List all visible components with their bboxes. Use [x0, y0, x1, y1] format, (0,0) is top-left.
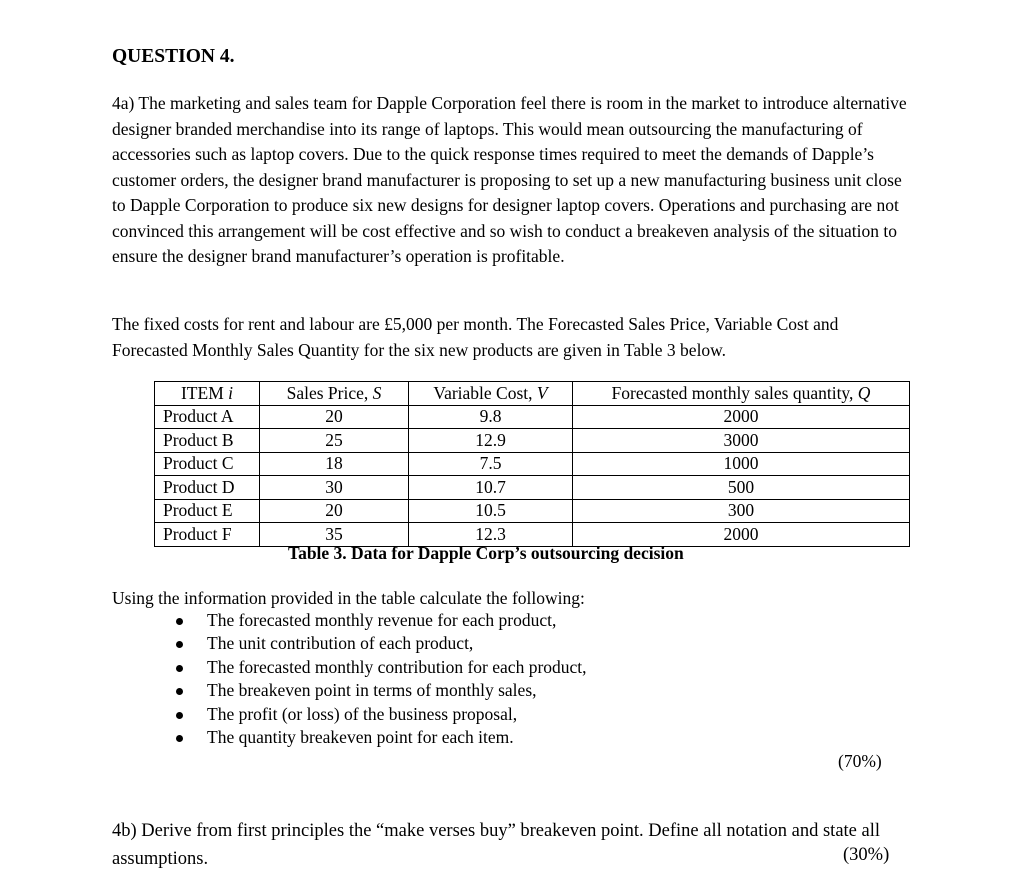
- list-item: The forecasted monthly contribution for each product,: [170, 656, 587, 679]
- part-a-costs: The fixed costs for rent and labour are £5,000 per month. The Forecasted Sales Price, Variable Cost and Forecasted Monthly Sales Quantity for the six new products are given in Table 3 below.: [112, 314, 839, 360]
- cell-item: Product C: [155, 452, 260, 476]
- cell-qty: 500: [573, 476, 910, 500]
- table-row: [155, 429, 910, 453]
- cell-cost: 10.5: [409, 499, 573, 523]
- task-list: [170, 609, 587, 749]
- cell-cost: 7.5: [409, 452, 573, 476]
- cell-cost: 9.8: [409, 405, 573, 429]
- cell-qty: 3000: [573, 429, 910, 453]
- cell-price: 25: [260, 429, 409, 453]
- table-caption: Table 3. Data for Dapple Corp’s outsourcing decision: [288, 543, 684, 563]
- list-item: The profit (or loss) of the business proposal,: [170, 703, 587, 726]
- cell-qty: 300: [573, 499, 910, 523]
- header-item: ITEM i: [155, 382, 260, 406]
- cell-item: Product E: [155, 499, 260, 523]
- cell-cost: 12.3: [409, 523, 573, 547]
- part-b-weight: (30%): [843, 845, 890, 865]
- cell-qty: 2000: [573, 405, 910, 429]
- table-header-row: [155, 382, 910, 406]
- cell-price: 30: [260, 476, 409, 500]
- part-b: 4b) Derive from first principles the “make verses buy” breakeven point. Define all notation and state all assumptions.: [112, 821, 880, 869]
- cell-price: 35: [260, 523, 409, 547]
- table-row: [155, 405, 910, 429]
- list-item: The quantity breakeven point for each item.: [170, 726, 587, 749]
- cell-item: Product B: [155, 429, 260, 453]
- cell-item: Product A: [155, 405, 260, 429]
- cell-item: Product D: [155, 476, 260, 500]
- part-a-intro: 4a) The marketing and sales team for Dapple Corporation feel there is room in the market to introduce alternative designer branded merchandise into its range of laptops. This would mean outsourcing the manufacturing of accessories such as laptop covers. Due to the quick response times required to meet the demands of Dapple’s customer orders, the designer brand manufacturer is proposing to set up a new manufacturing business unit close to Dapple Corporation to produce six new designs for designer laptop covers. Operations and purchasing are not convinced this arrangement will be cost effective and so wish to conduct a breakeven analysis of the situation to ensure the designer brand manufacturer’s operation is profitable.: [112, 93, 907, 266]
- table-row: [155, 452, 910, 476]
- question-heading: QUESTION 4.: [112, 46, 235, 67]
- cell-price: 20: [260, 499, 409, 523]
- instructions: Using the information provided in the table calculate the following:: [112, 588, 585, 608]
- part-a-weight: (70%): [838, 751, 882, 771]
- cell-cost: 12.9: [409, 429, 573, 453]
- data-table: [154, 381, 910, 547]
- header-forecast-quantity: Forecasted monthly sales quantity, Q: [573, 382, 910, 406]
- cell-price: 20: [260, 405, 409, 429]
- table-row: [155, 499, 910, 523]
- list-item: The unit contribution of each product,: [170, 632, 587, 655]
- list-item: The breakeven point in terms of monthly sales,: [170, 679, 587, 702]
- cell-item: Product F: [155, 523, 260, 547]
- cell-qty: 2000: [573, 523, 910, 547]
- cell-price: 18: [260, 452, 409, 476]
- table-row: [155, 476, 910, 500]
- cell-qty: 1000: [573, 452, 910, 476]
- cell-cost: 10.7: [409, 476, 573, 500]
- list-item: The forecasted monthly revenue for each product,: [170, 609, 587, 632]
- header-sales-price: Sales Price, S: [260, 382, 409, 406]
- header-variable-cost: Variable Cost, V: [409, 382, 573, 406]
